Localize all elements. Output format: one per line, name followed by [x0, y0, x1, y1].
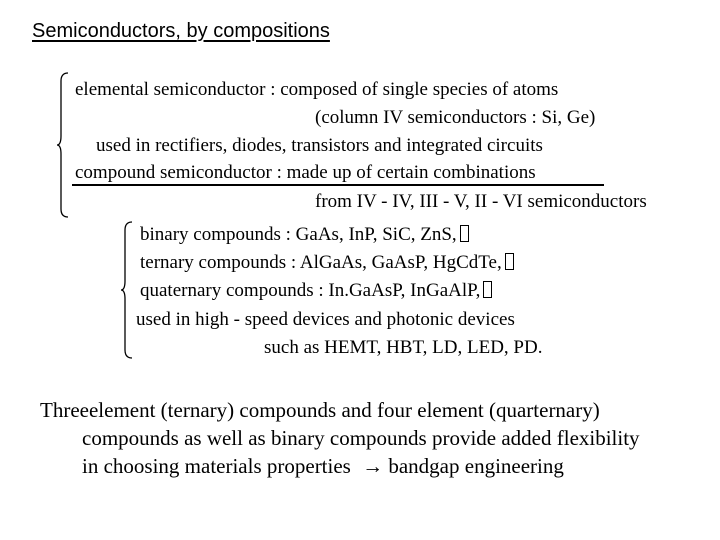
compound-line-1: compound semiconductor : made up of certain combinations [75, 162, 536, 183]
binary-compounds-text: binary compounds : GaAs, InP, SiC, ZnS, [140, 224, 457, 245]
elemental-line-1: elemental semiconductor : composed of single species of atoms [75, 79, 559, 100]
summary-line-1: Threeelement (ternary) compounds and four element (quarternary) [40, 398, 600, 422]
compounds-devices-line: such as HEMT, HBT, LD, LED, PD. [264, 337, 543, 358]
elemental-line-3: used in rectifiers, diodes, transistors and integrated circuits [96, 135, 543, 156]
outer-brace [56, 72, 70, 218]
page-title: Semiconductors, by compositions [32, 20, 330, 42]
ternary-ellipsis-box [505, 253, 514, 270]
summary-line-2: compounds as well as binary compounds provide added flexibility [82, 426, 640, 450]
inner-brace [120, 221, 134, 359]
binary-ellipsis-box [460, 225, 469, 242]
ternary-compounds-text: ternary compounds : AlGaAs, GaAsP, HgCdTe, [140, 252, 502, 273]
bandgap-engineering-text: bandgap engineering [388, 454, 564, 478]
compound-line-2: from IV - IV, III - V, II - VI semiconductors [315, 191, 647, 212]
summary-line-3 [82, 454, 564, 478]
quaternary-compounds-text: quaternary compounds : In.GaAsP, InGaAlP, [140, 280, 481, 301]
compounds-usage-line: used in high - speed devices and photonic devices [136, 309, 515, 330]
right-arrow-icon: → [362, 454, 384, 478]
summary-line-3-text: in choosing materials properties [82, 454, 351, 478]
ternary-compounds-line [140, 252, 514, 274]
compound-underline [72, 184, 604, 186]
quaternary-ellipsis-box [483, 281, 492, 298]
elemental-line-2: (column IV semiconductors : Si, Ge) [315, 107, 596, 128]
binary-compounds-line [140, 224, 469, 246]
quaternary-compounds-line [140, 280, 492, 302]
